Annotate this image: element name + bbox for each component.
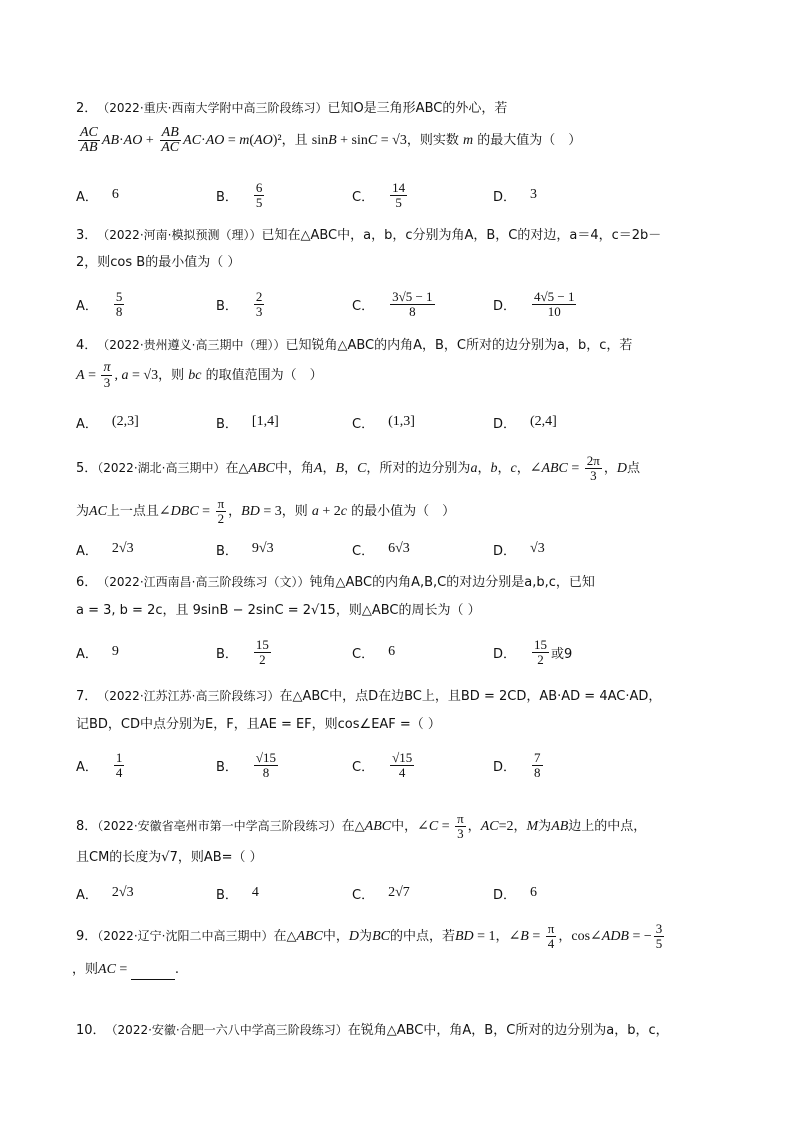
question-stem: 9．（2022·辽宁·沈阳二中高三期中）在△ABC中，D为BC的中点，若BD = 1，∠B = $\frac{\pi}{4}$ ，cos∠ADB = − $\frac{3}{5}$: [76, 921, 663, 951]
option-b[interactable]: B． 9√3: [216, 541, 274, 559]
question-stem-2: ，则AC = .: [72, 960, 726, 980]
option-b[interactable]: B． $\frac{√15}{8}$: [216, 749, 277, 780]
option-c[interactable]: C． 6: [352, 644, 396, 662]
option-d[interactable]: D． √3: [493, 541, 545, 559]
option-d[interactable]: D． $\frac{7}{8}$: [493, 749, 541, 780]
question-stem-2: a = 3, b = 2c，且 9sinB − 2sinC = 2√15，则△ABC的周长为（ ）: [76, 603, 481, 618]
question-stem-2: 且CM的长度为√7，则AB=（ ）: [76, 850, 263, 865]
answer-blank[interactable]: [131, 965, 175, 980]
option-c[interactable]: C． (1,3]: [352, 414, 415, 432]
option-a[interactable]: A． 2√3: [76, 885, 134, 903]
question-stem: 钝角△ABC的内角A,B,C的对边分别是a,b,c，已知: [309, 575, 595, 590]
question-number: 2．: [76, 101, 98, 116]
options: [76, 635, 726, 669]
question-stem-2: 2，则cos B的最小值为（ ）: [76, 255, 241, 270]
option-b[interactable]: B． $\frac{15}{2}$: [216, 636, 269, 667]
option-a[interactable]: A． $\frac{1}{4}$: [76, 749, 123, 780]
question-7: [76, 686, 726, 780]
option-b[interactable]: B． [1,4]: [216, 414, 279, 432]
question-source: （2022·安徽省亳州市第一中学高三阶段练习）: [97, 819, 342, 833]
question-number: 10．: [76, 1023, 106, 1038]
option-d[interactable]: D． 3: [493, 187, 538, 205]
question-8: [76, 808, 726, 903]
question-3: [76, 225, 726, 319]
question-stem: 在△ABC中，点D在边BC上，且BD = 2CD，AB·AD = 4AC·AD，: [279, 689, 662, 704]
question-source: （2022·江苏江苏·高三阶段练习）: [103, 689, 280, 703]
option-c[interactable]: C． 6√3: [352, 541, 410, 559]
question-number: 4．: [76, 338, 98, 353]
question-math: $\frac{AC}{AB}$ AB·AO + $\frac{AB}{AC}$ AC·AO = m(AO)²，且 sinB + sinC = √3，则实数 m 的最大值为（ ）: [80, 125, 582, 155]
option-c[interactable]: C． $\frac{14}{5}$: [352, 179, 406, 210]
question-number: 3．: [76, 228, 98, 243]
option-d[interactable]: D． 6: [493, 885, 538, 903]
option-a[interactable]: A． (2,3]: [76, 414, 139, 432]
option-d[interactable]: D． $\frac{4√5 - 1}{10}$: [493, 288, 575, 319]
question-source: （2022·湖北·高三期中）: [97, 461, 226, 475]
question-source: （2022·辽宁·沈阳二中高三期中）: [97, 929, 274, 943]
option-c[interactable]: C． $\frac{√15}{4}$: [352, 749, 413, 780]
option-c[interactable]: C． $\frac{3√5 - 1}{8}$: [352, 288, 433, 319]
question-source: （2022·安徽·合肥一六八中学高三阶段练习）: [111, 1023, 348, 1037]
option-a[interactable]: A． 6: [76, 187, 119, 205]
option-b[interactable]: B． 4: [216, 885, 259, 903]
options: [76, 287, 726, 321]
options: [76, 748, 726, 782]
option-a[interactable]: A． $\frac{5}{8}$: [76, 288, 123, 319]
question-source: （2022·贵州遵义·高三期中（理））: [103, 338, 286, 352]
options: [76, 532, 726, 566]
option-a[interactable]: A． 2√3: [76, 541, 134, 559]
options: [76, 178, 726, 212]
question-10: [76, 1020, 726, 1041]
question-stem: 5．（2022·湖北·高三期中）在△ABC中，角A，B，C，所对的边分别为a，b，c，∠ABC = $\frac{2\pi}{3}$ ，D点: [76, 453, 641, 483]
question-9: [72, 918, 726, 980]
question-source: （2022·江西南昌·高三阶段练习（文））: [103, 575, 310, 589]
question-5: [76, 450, 726, 559]
question-stem-2: 记BD，CD中点分别为E，F，且AE = EF，则cos∠EAF =（ ）: [76, 717, 441, 732]
question-stem: 已知O是三角形ABC的外心，若: [327, 101, 508, 116]
question-source: （2022·重庆·西南大学附中高三阶段练习）: [103, 101, 328, 115]
question-stem: 在锐角△ABC中，角A，B，C所对的边分别为a，b，c，: [347, 1023, 669, 1038]
question-number: 9．: [76, 929, 98, 944]
option-d[interactable]: D． $\frac{15}{2}$ 或9: [493, 636, 573, 667]
question-stem: 8．（2022·安徽省亳州市第一中学高三阶段练习）在△ABC中，∠C = $\frac{\pi}{3}$ ，AC=2，M为AB边上的中点，: [76, 811, 647, 841]
question-stem-2: 为AC上一点且∠DBC = $\frac{\pi}{2}$ ，BD = 3，则 a + 2c 的最小值为（ ）: [76, 496, 456, 526]
question-number: 7．: [76, 689, 98, 704]
options: [76, 876, 726, 910]
option-b[interactable]: B． $\frac{2}{3}$: [216, 288, 263, 319]
question-source: （2022·河南·模拟预测（理））: [103, 228, 262, 242]
option-b[interactable]: B． $\frac{6}{5}$: [216, 179, 263, 210]
options: [76, 405, 726, 439]
question-2: [76, 98, 726, 210]
option-d[interactable]: D． (2,4]: [493, 414, 557, 432]
question-stem: 已知锐角△ABC的内角A，B，C所对的边分别为a，b，c，若: [285, 338, 633, 353]
question-6: [76, 572, 726, 667]
question-number: 6．: [76, 575, 98, 590]
question-number: 8．: [76, 819, 98, 834]
question-stem-2: A = $\frac{\pi}{3}$ , a = √3，则 bc 的取值范围为（ ）: [76, 360, 323, 390]
question-4: [76, 335, 726, 432]
option-a[interactable]: A． 9: [76, 644, 119, 662]
option-c[interactable]: C． 2√7: [352, 885, 410, 903]
question-number: 5．: [76, 461, 98, 476]
question-stem: 已知在△ABC中，a，b，c分别为角A，B，C的对边，a＝4，c＝2b－: [261, 228, 662, 243]
